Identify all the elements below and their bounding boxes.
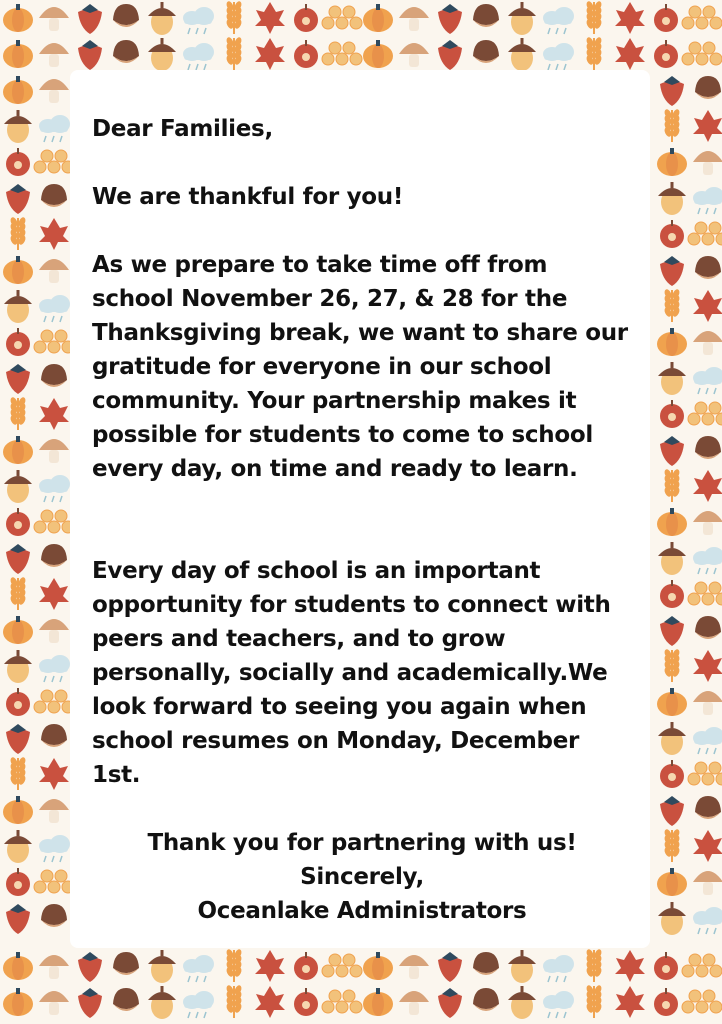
pumpkin-icon xyxy=(3,40,33,68)
honeycomb-icon xyxy=(34,690,74,713)
pumpkin-icon xyxy=(363,4,393,32)
strawberry-icon xyxy=(438,952,462,982)
cloud-icon xyxy=(543,991,574,1018)
leaf-icon xyxy=(693,650,722,682)
pumpkin-icon xyxy=(3,256,33,284)
acorn-icon xyxy=(4,830,32,863)
cloud-icon xyxy=(39,835,70,862)
wheat-icon xyxy=(585,984,603,1018)
mushroom-icon xyxy=(39,43,69,67)
strawberry-icon xyxy=(438,4,462,34)
cloud-icon xyxy=(543,43,574,70)
strawberry-icon xyxy=(6,364,30,394)
strawberry-icon xyxy=(660,76,684,106)
wheat-icon xyxy=(663,828,681,862)
chestnut-icon xyxy=(473,952,499,975)
acorn-icon xyxy=(508,2,536,35)
pumpkin-icon xyxy=(657,508,687,536)
cloud-icon xyxy=(543,955,574,982)
pumpkin-icon xyxy=(3,796,33,824)
leaf-icon xyxy=(693,110,722,142)
wheat-icon xyxy=(663,288,681,322)
cloud-icon xyxy=(39,475,70,502)
chestnut-icon xyxy=(113,4,139,27)
strawberry-icon xyxy=(6,904,30,934)
mushroom-icon xyxy=(39,259,69,283)
pumpkin-icon xyxy=(363,952,393,980)
chestnut-icon xyxy=(41,724,67,747)
apple-icon xyxy=(654,40,678,68)
honeycomb-icon xyxy=(34,150,74,173)
leaf-icon xyxy=(255,2,285,34)
leaf-icon xyxy=(39,218,69,250)
chestnut-icon xyxy=(473,4,499,27)
apple-icon xyxy=(294,4,318,32)
wheat-icon xyxy=(585,36,603,70)
acorn-icon xyxy=(148,38,176,71)
wheat-icon xyxy=(585,948,603,982)
mushroom-icon xyxy=(39,799,69,823)
wheat-icon xyxy=(225,36,243,70)
mushroom-icon xyxy=(693,691,722,715)
honeycomb-icon xyxy=(688,582,722,605)
strawberry-icon xyxy=(660,256,684,286)
honeycomb-icon xyxy=(688,222,722,245)
honeycomb-icon xyxy=(322,6,362,29)
acorn-icon xyxy=(658,182,686,215)
chestnut-icon xyxy=(695,76,721,99)
cloud-icon xyxy=(39,295,70,322)
chestnut-icon xyxy=(41,364,67,387)
cloud-icon xyxy=(693,547,722,574)
pumpkin-icon xyxy=(657,688,687,716)
leaf-icon xyxy=(615,2,645,34)
mushroom-icon xyxy=(693,331,722,355)
wheat-icon xyxy=(663,648,681,682)
strawberry-icon xyxy=(78,952,102,982)
strawberry-icon xyxy=(660,436,684,466)
chestnut-icon xyxy=(41,544,67,567)
leaf-icon xyxy=(615,986,645,1018)
chestnut-icon xyxy=(473,40,499,63)
mushroom-icon xyxy=(399,7,429,31)
mushroom-icon xyxy=(39,955,69,979)
wheat-icon xyxy=(9,396,27,430)
wheat-icon xyxy=(663,108,681,142)
leaf-icon xyxy=(255,986,285,1018)
wheat-icon xyxy=(585,0,603,34)
chestnut-icon xyxy=(473,988,499,1011)
acorn-icon xyxy=(4,470,32,503)
mushroom-icon xyxy=(39,991,69,1015)
pumpkin-icon xyxy=(3,76,33,104)
thanks-line: We are thankful for you! xyxy=(92,184,404,210)
apple-icon xyxy=(660,220,684,248)
pumpkin-icon xyxy=(657,148,687,176)
pumpkin-icon xyxy=(657,868,687,896)
leaf-icon xyxy=(255,38,285,70)
mushroom-icon xyxy=(693,511,722,535)
wheat-icon xyxy=(9,216,27,250)
honeycomb-icon xyxy=(682,954,722,977)
wheat-icon xyxy=(225,948,243,982)
apple-icon xyxy=(294,988,318,1016)
mushroom-icon xyxy=(39,439,69,463)
chestnut-icon xyxy=(41,184,67,207)
chestnut-icon xyxy=(695,436,721,459)
cloud-icon xyxy=(39,115,70,142)
leaf-icon xyxy=(255,950,285,982)
apple-icon xyxy=(654,4,678,32)
strawberry-icon xyxy=(438,40,462,70)
wheat-icon xyxy=(9,576,27,610)
paragraph-attendance: Every day of school is an important opportunity for students to connect with peers and teachers, and to grow personally, socially and academically.We look forward to seeing you again when school resumes on Monday, December 1st. xyxy=(92,558,611,788)
honeycomb-icon xyxy=(34,510,74,533)
honeycomb-icon xyxy=(322,42,362,65)
strawberry-icon xyxy=(78,988,102,1018)
leaf-icon xyxy=(615,950,645,982)
acorn-icon xyxy=(148,950,176,983)
leaf-icon xyxy=(615,38,645,70)
honeycomb-icon xyxy=(682,42,722,65)
acorn-icon xyxy=(658,362,686,395)
wheat-icon xyxy=(9,756,27,790)
strawberry-icon xyxy=(660,796,684,826)
pumpkin-icon xyxy=(363,40,393,68)
acorn-icon xyxy=(4,650,32,683)
leaf-icon xyxy=(693,830,722,862)
cloud-icon xyxy=(183,991,214,1018)
pumpkin-icon xyxy=(3,436,33,464)
acorn-icon xyxy=(508,38,536,71)
mushroom-icon xyxy=(39,79,69,103)
apple-icon xyxy=(6,868,30,896)
cloud-icon xyxy=(183,7,214,34)
chestnut-icon xyxy=(41,904,67,927)
pumpkin-icon xyxy=(3,616,33,644)
apple-icon xyxy=(6,328,30,356)
leaf-icon xyxy=(39,578,69,610)
greeting: Dear Families, xyxy=(92,116,273,142)
cloud-icon xyxy=(693,727,722,754)
leaf-icon xyxy=(693,470,722,502)
signature: Oceanlake Administrators xyxy=(197,898,527,924)
chestnut-icon xyxy=(113,952,139,975)
honeycomb-icon xyxy=(682,6,722,29)
apple-icon xyxy=(660,580,684,608)
cloud-icon xyxy=(693,187,722,214)
strawberry-icon xyxy=(6,184,30,214)
cloud-icon xyxy=(693,907,722,934)
wheat-icon xyxy=(225,0,243,34)
acorn-icon xyxy=(4,290,32,323)
apple-icon xyxy=(6,148,30,176)
strawberry-icon xyxy=(78,40,102,70)
closing xyxy=(92,826,632,928)
leaf-icon xyxy=(693,290,722,322)
strawberry-icon xyxy=(6,724,30,754)
acorn-icon xyxy=(148,2,176,35)
cloud-icon xyxy=(183,43,214,70)
strawberry-icon xyxy=(438,988,462,1018)
wheat-icon xyxy=(225,984,243,1018)
chestnut-icon xyxy=(695,796,721,819)
mushroom-icon xyxy=(399,43,429,67)
pumpkin-icon xyxy=(3,4,33,32)
strawberry-icon xyxy=(78,4,102,34)
honeycomb-icon xyxy=(688,402,722,425)
cloud-icon xyxy=(543,7,574,34)
cloud-icon xyxy=(693,367,722,394)
apple-icon xyxy=(660,400,684,428)
pumpkin-icon xyxy=(3,988,33,1016)
apple-icon xyxy=(654,988,678,1016)
honeycomb-icon xyxy=(34,870,74,893)
apple-icon xyxy=(6,508,30,536)
chestnut-icon xyxy=(113,40,139,63)
closing-sincerely: Sincerely, xyxy=(300,864,424,890)
chestnut-icon xyxy=(113,988,139,1011)
wheat-icon xyxy=(663,468,681,502)
honeycomb-icon xyxy=(34,330,74,353)
chestnut-icon xyxy=(695,616,721,639)
honeycomb-icon xyxy=(322,954,362,977)
mushroom-icon xyxy=(39,7,69,31)
cloud-icon xyxy=(183,955,214,982)
pumpkin-icon xyxy=(657,328,687,356)
paragraph-break-dates: As we prepare to take time off from school November 26, 27, & 28 for the Thanksgiving break, we want to share our gratitude for everyone in our school community. Your partnership makes it possible for students to come to school every day, on time and ready to learn. xyxy=(92,252,628,482)
apple-icon xyxy=(294,40,318,68)
acorn-icon xyxy=(508,986,536,1019)
mushroom-icon xyxy=(693,151,722,175)
mushroom-icon xyxy=(39,619,69,643)
apple-icon xyxy=(660,760,684,788)
pumpkin-icon xyxy=(363,988,393,1016)
apple-icon xyxy=(294,952,318,980)
closing-thanks: Thank you for partnering with us! xyxy=(147,830,577,856)
mushroom-icon xyxy=(399,955,429,979)
pumpkin-icon xyxy=(3,952,33,980)
acorn-icon xyxy=(4,110,32,143)
strawberry-icon xyxy=(660,616,684,646)
mushroom-icon xyxy=(399,991,429,1015)
leaf-icon xyxy=(39,398,69,430)
honeycomb-icon xyxy=(688,762,722,785)
acorn-icon xyxy=(658,542,686,575)
acorn-icon xyxy=(658,902,686,935)
letter-body xyxy=(92,112,632,928)
acorn-icon xyxy=(508,950,536,983)
honeycomb-icon xyxy=(682,990,722,1013)
acorn-icon xyxy=(658,722,686,755)
strawberry-icon xyxy=(6,544,30,574)
cloud-icon xyxy=(39,655,70,682)
apple-icon xyxy=(654,952,678,980)
honeycomb-icon xyxy=(322,990,362,1013)
acorn-icon xyxy=(148,986,176,1019)
chestnut-icon xyxy=(695,256,721,279)
leaf-icon xyxy=(39,758,69,790)
mushroom-icon xyxy=(693,871,722,895)
apple-icon xyxy=(6,688,30,716)
